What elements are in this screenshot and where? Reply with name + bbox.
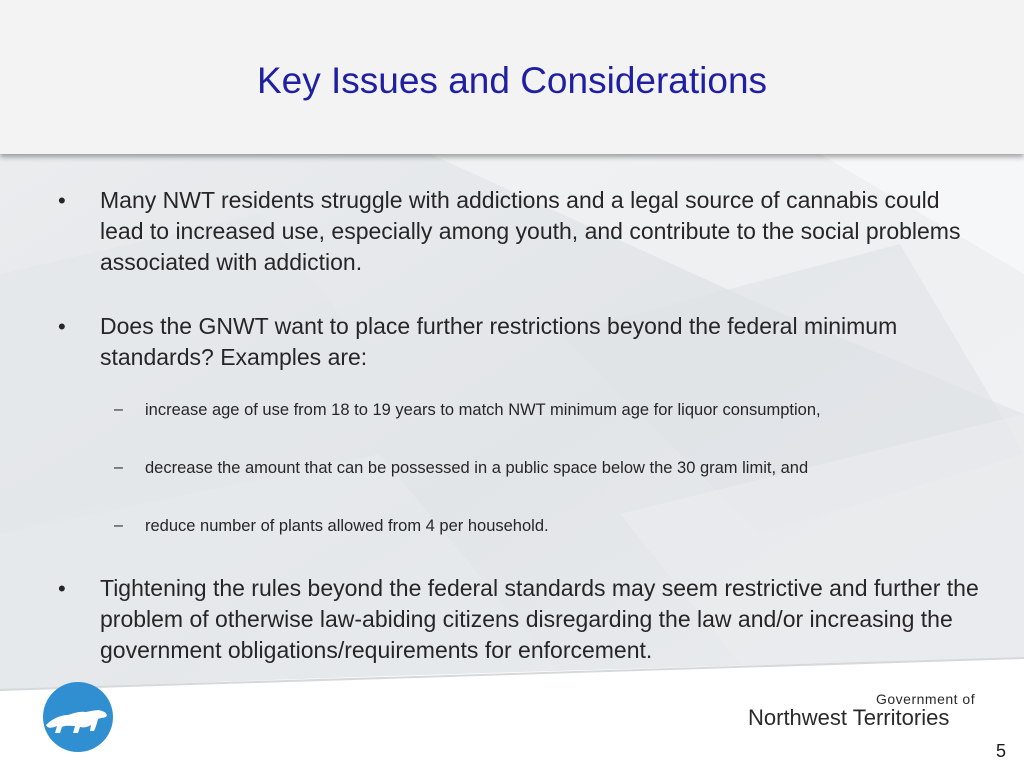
sub-bullet-dash: – xyxy=(114,517,123,534)
page-number: 5 xyxy=(996,741,1007,761)
sub-bullet-text: reduce number of plants allowed from 4 per household. xyxy=(145,517,549,535)
sub-bullet-text: decrease the amount that can be possessed in a public space below the 30 gram limit, and xyxy=(145,459,809,477)
bullet-text: Does the GNWT want to place further restrictions beyond the federal minimum standards? Examples are: xyxy=(100,313,898,370)
bullet-text: Tightening the rules beyond the federal standards may seem restrictive and further the problem of otherwise law-abiding citizens disregarding the law and/or increasing the government obligations/requirements for enforcement. xyxy=(100,575,979,663)
government-label: Government of xyxy=(876,691,976,707)
slide-title: Key Issues and Considerations xyxy=(256,60,768,101)
polar-bear-icon xyxy=(42,681,114,753)
sub-bullet-dash: – xyxy=(114,401,123,418)
sub-bullet-text: increase age of use from 18 to 19 years to match NWT minimum age for liquor consumption, xyxy=(145,401,821,419)
sub-bullet-dash: – xyxy=(114,459,123,476)
bullet-dot: • xyxy=(58,314,66,339)
bullet-text: Many NWT residents struggle with addictions and a legal source of cannabis could lead to increased use, especially among youth, and contribute to the social problems associated with addiction. xyxy=(100,187,961,275)
territory-label: Northwest Territories xyxy=(748,705,950,730)
bullet-dot: • xyxy=(58,188,66,213)
bullet-dot: • xyxy=(58,576,66,601)
